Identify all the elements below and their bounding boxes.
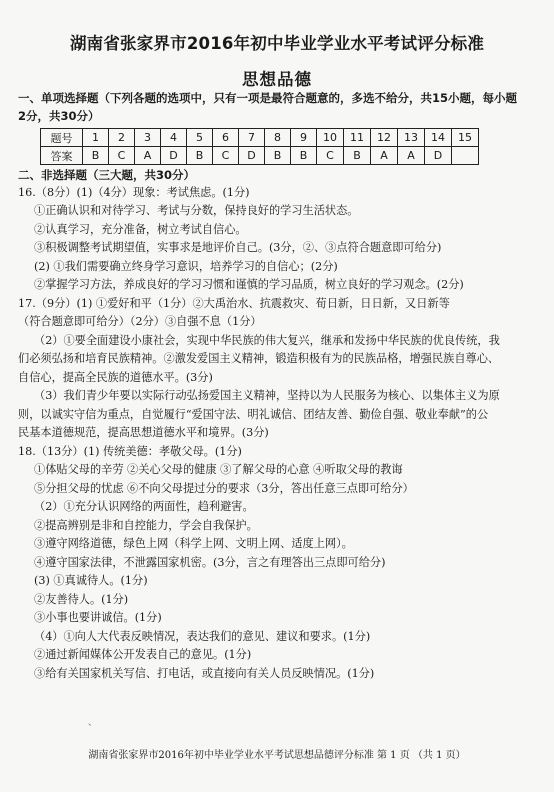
table-cell: 1 (83, 129, 109, 147)
stray-mark: 、 (88, 718, 98, 728)
table-cell: 12 (371, 129, 398, 147)
table-cell: D (239, 147, 265, 165)
table-cell: C (317, 147, 344, 165)
answer-line: (3) ①真诚待人。(1分) (34, 574, 148, 587)
answer-line: （符合题意即可给分）（2分）③自强不息（1分） (18, 315, 262, 328)
section1-heading: 一、单项选择题（下列各题的选项中，只有一项是最符合题意的，多选不给分，共15小题，每小题 (18, 91, 517, 105)
table-cell: B (344, 147, 371, 165)
subject-title: 思想品德 (242, 70, 312, 89)
table-cell: 13 (398, 129, 425, 147)
table-cell: 7 (239, 129, 265, 147)
answer-table (40, 128, 479, 165)
table-cell: B (83, 147, 109, 165)
answer-line: ②通过新闻媒体公开发表自己的意见。(1分) (34, 648, 252, 661)
answer-line: ②友善待人。(1分) (34, 593, 129, 606)
answer-line: 则，以诚实守信为重点，自觉履行“爱国守法、明礼诚信、团结友善、勤俭自强、敬业奉献”的公 (18, 408, 489, 421)
section1-heading-cont: 2分，共30分） (18, 109, 100, 123)
answer-line: 民基本道德规范，提高思想道德水平和境界。(3分) (18, 426, 269, 439)
answer-line: （4）①向人大代表反映情况，表达我们的意见、建议和要求。(1分) (34, 630, 371, 643)
answer-line: 17.（9分）(1) ①爱好和平（1分）②大禹治水、抗震救灾、荀日新，日日新，又日新等 (18, 297, 450, 310)
table-cell: 2 (109, 129, 135, 147)
table-cell: C (109, 147, 135, 165)
table-row-answers (41, 147, 479, 165)
table-header-answer: 答案 (41, 147, 83, 165)
answer-line: ③小事也要讲诚信。(1分) (34, 611, 162, 624)
document-title: 湖南省张家界市2016年初中毕业学业水平考试评分标准 (69, 34, 485, 53)
table-cell: B (187, 147, 213, 165)
answer-line: ③积极调整考试期望值，实事求是地评价自己。(3分，②、③点符合题意即可给分) (34, 241, 442, 254)
table-cell: 4 (161, 129, 187, 147)
page-footer: 湖南省张家界市2016年初中毕业学业水平考试思想品德评分标准 第 1 页 （共 1 页） (88, 750, 466, 761)
table-header-number: 题号 (41, 129, 83, 147)
table-row-numbers (41, 129, 479, 147)
answer-line: （2）①充分认识网络的两面性，趋利避害。 (34, 500, 254, 513)
answer-line: ②提高辨别是非和自控能力，学会自我保护。 (34, 519, 258, 532)
table-cell: A (371, 147, 398, 165)
answer-line: 18.（13分）(1) 传统美德：孝敬父母。(1分) (18, 445, 242, 458)
table-cell: 8 (265, 129, 291, 147)
table-cell (452, 147, 479, 165)
table-cell: 6 (213, 129, 239, 147)
answer-line: （3）我们青少年要以实际行动弘扬爱国主义精神，坚持以为人民服务为核心、以集体主义为原 (34, 389, 500, 402)
answer-line: ③给有关国家机关写信、打电话，或直接向有关人员反映情况。(1分) (34, 667, 375, 680)
answer-line: (2) ①我们需要确立终身学习意识，培养学习的自信心；(2分) (34, 260, 338, 273)
answer-line: 自信心，提高全民族的道德水平。(3分) (18, 371, 213, 384)
table-cell: B (265, 147, 291, 165)
table-cell: 14 (425, 129, 452, 147)
section2-heading: 二、非选择题（三大题，共30分） (18, 168, 196, 182)
table-cell: D (425, 147, 452, 165)
answer-line: ①正确认识和对待学习、考试与分数，保持良好的学习生活状态。 (34, 204, 359, 217)
answer-line: 们必须弘扬和培育民族精神。②激发爱国主义精神，锻造积极有为的民族品格，增强民族自尊心、 (18, 352, 500, 365)
answer-line: ②认真学习，充分准备，树立考试自信心。 (34, 223, 247, 236)
answer-line: ③遵守网络道德，绿色上网（科学上网、文明上网、适度上网）。 (34, 537, 353, 550)
table-cell: 10 (317, 129, 344, 147)
table-cell: 11 (344, 129, 371, 147)
table-cell: 9 (291, 129, 317, 147)
table-cell: 15 (452, 129, 479, 147)
table-cell: C (213, 147, 239, 165)
table-cell: B (291, 147, 317, 165)
table-cell: 5 (187, 129, 213, 147)
answer-line: ⑤分担父母的忧虑 ⑥不向父母提过分的要求（3分，答出任意三点即可给分） (34, 482, 414, 495)
answer-line: ①体贴父母的辛劳 ②关心父母的健康 ③了解父母的心意 ④听取父母的教诲 (34, 463, 403, 476)
table-cell: A (135, 147, 161, 165)
table-cell: 3 (135, 129, 161, 147)
answer-line: 16.（8分）(1)（4分）现象：考试焦虑。(1分) (18, 186, 250, 199)
table-cell: A (398, 147, 425, 165)
answer-line: ④遵守国家法律，不泄露国家机密。(3分，言之有理答出三点即可给分) (34, 556, 386, 569)
answer-line: ②掌握学习方法，养成良好的学习习惯和谨慎的学习品质，树立良好的学习观念。(2分) (34, 278, 464, 291)
answer-line: （2）①要全面建设小康社会，实现中华民族的伟大复兴，继承和发扬中华民族的优良传统，我 (34, 334, 500, 347)
table-cell: D (161, 147, 187, 165)
